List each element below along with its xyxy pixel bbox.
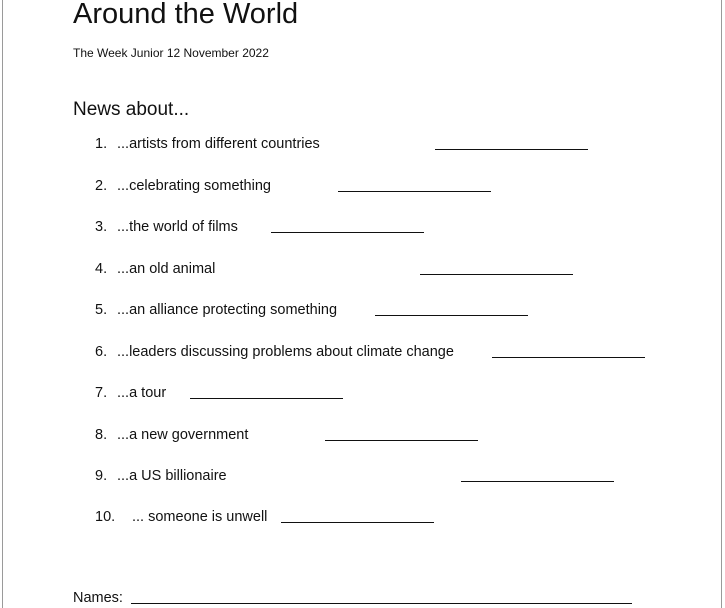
answer-blank[interactable] — [492, 357, 645, 358]
item-text: ...an old animal — [117, 261, 216, 277]
answer-blank[interactable] — [271, 232, 424, 233]
item-text: ...artists from different countries — [117, 136, 320, 152]
list-item — [0, 133, 725, 155]
item-number: 1. — [95, 136, 108, 152]
item-number: 5. — [95, 302, 108, 318]
item-text: ...leaders discussing problems about climate change — [117, 344, 454, 360]
names-field[interactable] — [131, 603, 632, 604]
list-item — [0, 299, 725, 321]
page-subtitle: The Week Junior 12 November 2022 — [73, 46, 269, 60]
names-label: Names: — [73, 590, 123, 606]
list-item — [0, 465, 725, 487]
list-item — [0, 175, 725, 197]
list-item — [0, 506, 725, 528]
item-text: ...a US billionaire — [117, 468, 227, 484]
answer-blank[interactable] — [190, 398, 343, 399]
section-heading: News about... — [73, 99, 190, 120]
item-number: 2. — [95, 178, 108, 194]
list-item — [0, 258, 725, 280]
item-number: 10. — [95, 509, 116, 525]
item-text: ...an alliance protecting something — [117, 302, 338, 318]
list-item — [0, 424, 725, 446]
item-number: 7. — [95, 385, 108, 401]
answer-blank[interactable] — [338, 191, 491, 192]
answer-blank[interactable] — [375, 315, 528, 316]
item-number: 9. — [95, 468, 108, 484]
item-text: ...the world of films — [117, 219, 238, 235]
answer-blank[interactable] — [281, 522, 434, 523]
item-text: ...a tour — [117, 385, 167, 401]
item-number: 8. — [95, 427, 108, 443]
list-item — [0, 382, 725, 404]
item-number: 3. — [95, 219, 108, 235]
item-text: ...a new government — [117, 427, 249, 443]
answer-blank[interactable] — [461, 481, 614, 482]
page-title: Around the World — [73, 0, 299, 30]
list-item — [0, 216, 725, 238]
item-number: 4. — [95, 261, 108, 277]
answer-blank[interactable] — [420, 274, 573, 275]
answer-blank[interactable] — [435, 149, 588, 150]
item-number: 6. — [95, 344, 108, 360]
list-item — [0, 341, 725, 363]
item-text: ... someone is unwell — [132, 509, 268, 525]
item-text: ...celebrating something — [117, 178, 271, 194]
answer-blank[interactable] — [325, 440, 478, 441]
